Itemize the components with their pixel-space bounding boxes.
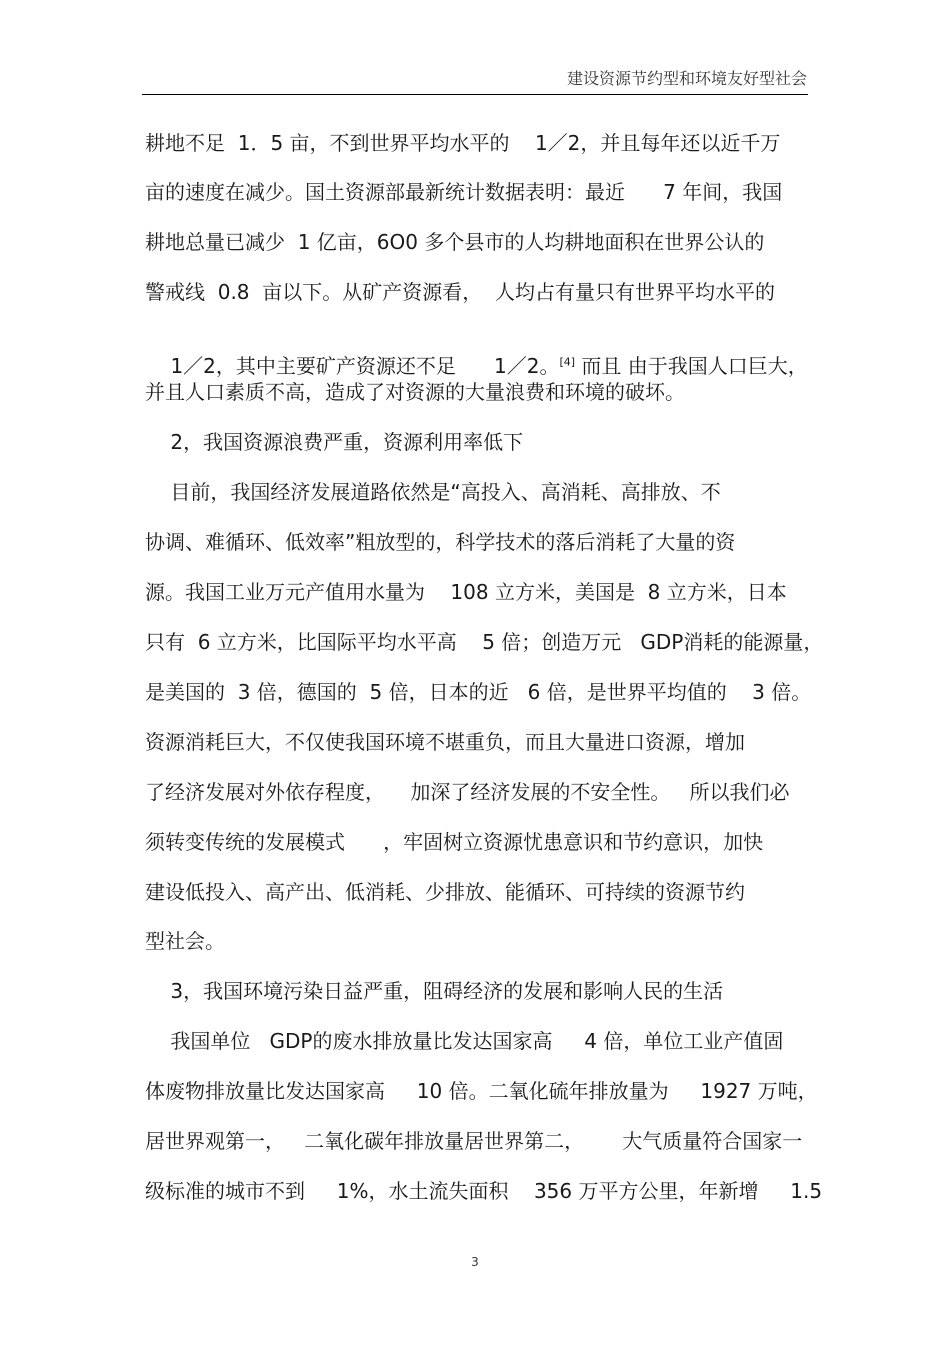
body-line-6: 并且人口素质不高，造成了对资源的大量浪费和环境的破坏。 bbox=[145, 380, 685, 404]
body-line-9: 协调、难循环、低效率”粗放型的，科学技术的落后消耗了大量的资 bbox=[145, 530, 736, 554]
body-line-20: 体废物排放量比发达国家高 10 倍。二氧化硫年排放量为 1927 万吨， bbox=[145, 1079, 818, 1103]
section-heading-3: 3，我国环境污染日益严重，阻碍经济的发展和影响人民的生活 bbox=[145, 979, 724, 1003]
citation-superscript: [4] bbox=[559, 355, 576, 369]
body-line-15: 须转变传统的发展模式 ，牢固树立资源忧患意识和节约意识，加快 bbox=[145, 830, 764, 854]
body-line-5-text: 1／2，其中主要矿产资源还不足 1／2。 bbox=[170, 354, 560, 378]
body-line-10: 源。我国工业万元产值用水量为 108 立方米，美国是 8 立方米，日本 bbox=[145, 580, 787, 604]
header-rule bbox=[142, 94, 808, 95]
body-line-22: 级标准的城市不到 1%，水土流失面积 356 万平方公里，年新增 1.5 bbox=[145, 1179, 823, 1203]
body-line-19: 我国单位 GDP的废水排放量比发达国家高 4 倍，单位工业产值固 bbox=[145, 1029, 784, 1053]
body-line-13: 资源消耗巨大，不仅使我国环境不堪重负，而且大量进口资源，增加 bbox=[145, 730, 745, 754]
body-line-5-tail: 而且 由于我国人口巨大， bbox=[575, 354, 808, 378]
page-number: 3 bbox=[471, 1255, 479, 1269]
body-line-14: 了经济发展对外依存程度， 加深了经济发展的不安全性。 所以我们必 bbox=[145, 780, 790, 804]
body-line-11: 只有 6 立方米，比国际平均水平高 5 倍；创造万元 GDP消耗的能源量， bbox=[145, 630, 824, 654]
body-line-8: 目前，我国经济发展道路依然是“高投入、高消耗、高排放、不 bbox=[145, 480, 721, 504]
section-heading-2: 2，我国资源浪费严重，资源利用率低下 bbox=[145, 430, 524, 454]
body-line-17: 型社会。 bbox=[145, 929, 225, 953]
body-line-4: 警戒线 0.8 亩以下。从矿产资源看， 人均占有量只有世界平均水平的 bbox=[145, 280, 775, 304]
body-line-21: 居世界观第一， 二氧化碳年排放量居世界第二， 大气质量符合国家一 bbox=[145, 1129, 803, 1153]
body-line-1: 耕地不足 1．5 亩，不到世界平均水平的 1／2，并且每年还以近千万 bbox=[145, 131, 781, 155]
body-line-16: 建设低投入、高产出、低消耗、少排放、能循环、可持续的资源节约 bbox=[145, 880, 745, 904]
running-header: 建设资源节约型和环境友好型社会 bbox=[566, 69, 807, 88]
body-line-12: 是美国的 3 倍，德国的 5 倍，日本的近 6 倍，是世界平均值的 3 倍。 bbox=[145, 680, 812, 704]
body-line-3: 耕地总量已减少 1 亿亩，6O0 多个县市的人均耕地面积在世界公认的 bbox=[145, 230, 765, 254]
body-line-2: 亩的速度在减少。国土资源部最新统计数据表明：最近 7 年间，我国 bbox=[145, 180, 783, 204]
